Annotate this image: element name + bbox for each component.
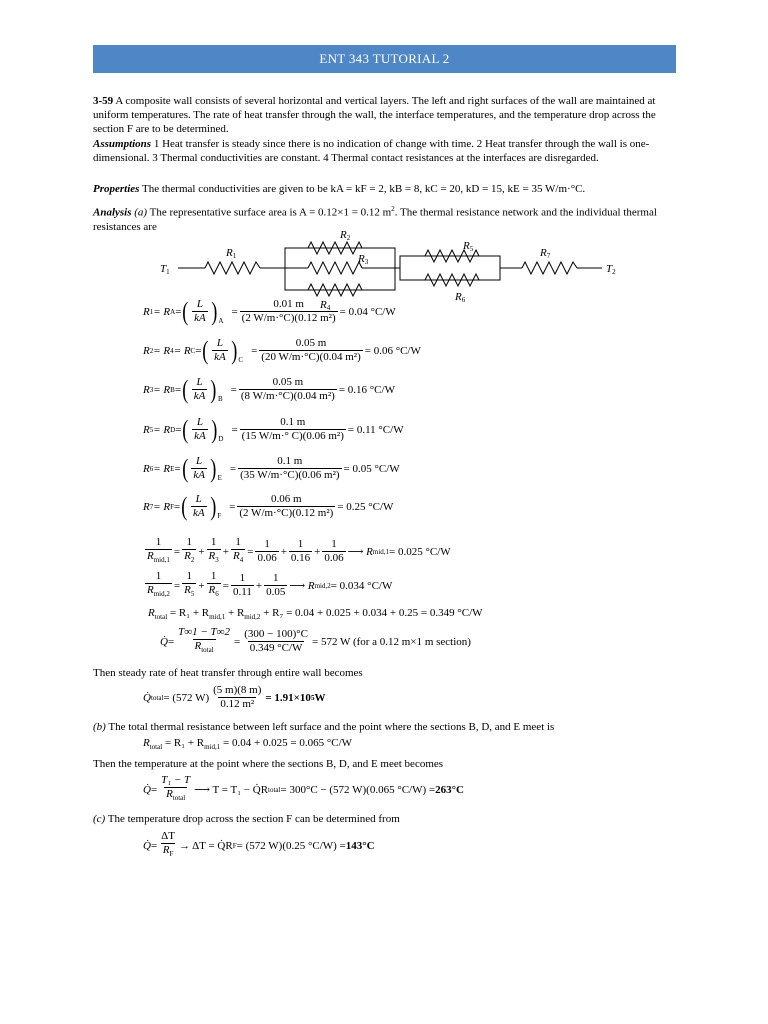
analysis-part: (a) (134, 206, 148, 219)
label-r7: R7 (540, 247, 551, 260)
equation-r3: R 3 = R B = ( $\frac{L}{kA}$ ) $_B$ = $\frac{0.05 m}{\text{(8 W/m·°C)(0.04 m²)}}$ = 0.16 °C/W (143, 374, 395, 404)
equation-rmid1: $\frac{1}{R_{mid,1}}$ = $\frac{1}{R_2}$ + $\frac{1}{R_3}$ + $\frac{1}{R_4}$ = $\frac{1}{0.06}$ + $\frac{1}{0.16}$ + $\frac{1}{0.06}$ ⟶ R mid,1 = 0.025 °C/W (143, 536, 451, 567)
header-title: ENT 343 TUTORIAL 2 (319, 51, 450, 66)
label-r1: R1 (226, 247, 237, 260)
assumptions-label: Assumptions (93, 138, 152, 150)
properties-label: Properties (93, 183, 140, 195)
equation-r2: R 2 = R 4 = R C = ( $\frac{L}{kA}$ ) $_C$ = $\frac{0.05 m}{\text{(20 W/m·°C)(0.04 m²)}}$ = 0.06 °C/W (143, 335, 421, 365)
equation-rtotal-b: $R_{total} = R_1 + R_{mid,1} = 0.04 + 0.025 = 0.065$ °C/W (143, 737, 353, 752)
resistor-r7 (522, 262, 577, 274)
label-r2: R2 (340, 229, 351, 242)
resistor-r1 (205, 262, 260, 274)
assumptions-paragraph (93, 137, 683, 165)
label-r4: R4 (320, 299, 331, 311)
equation-temperature: Q̇ = $\frac{\text{T₁ − T}}{R_{total}}$ ⟶ T = T₁ − Q̇R total = 300°C − (572 W)(0.065 °C/W) = 263°C (143, 774, 464, 805)
analysis-text1: The representative surface area is A = 0.12×1 = 0.12 m (147, 206, 392, 219)
equation-rtotal: $R_{total} = R_1 + R_{mid,1} + R_{mid,2} + R_7 = 0.04 + 0.025 + 0.034 + 0.25 = 0.349$ °C/W (148, 607, 483, 622)
equation-r7: R 7 = R F = ( $\frac{L}{kA}$ ) $_F$ = $\frac{0.06 m}{\text{(2 W/m·°C)(0.12 m²)}}$ = 0.25 °C/W (143, 491, 394, 521)
properties-paragraph (93, 182, 683, 196)
part-b-text: (b) The total thermal resistance between left surface and the point where the sections B, D, and E meet is (93, 721, 555, 733)
equation-qtotal: Q̇ total = (572 W) $\frac{(5 m)(8 m)}{\text{0.12 m²}}$ = 1.91×10 5 W (143, 684, 326, 710)
label-r6: R6 (455, 291, 466, 304)
analysis-sup: 2 (391, 205, 395, 213)
part-c-text: (c) The temperature drop across the section F can be determined from (93, 813, 400, 825)
equation-rmid2: $\frac{1}{R_{mid,2}}$ = $\frac{1}{R_5}$ + $\frac{1}{R_6}$ = $\frac{1}{0.11}$ + $\frac{1}{0.05}$ ⟶ R mid,2 = 0.034 °C/W (143, 570, 392, 601)
equation-r1: R 1 = R A = ( $\frac{L}{kA}$ ) $_A$ = $\frac{0.01 m}{\text{(2 W/m·°C)(0.12 m²)}}$ = 0.04 °C/W (143, 296, 396, 326)
problem-statement (93, 94, 683, 136)
label-t2: T2 (606, 263, 616, 276)
label-t1: T1 (160, 263, 170, 276)
label-r3: R3 (358, 253, 369, 266)
analysis-text2: . The thermal resistance network and the individual thermal resistances are (93, 206, 657, 233)
equation-r5: R 5 = R D = ( $\frac{L}{kA}$ ) $_D$ = $\frac{0.1 m}{\text{(15 W/m·° C)(0.06 m²)}}$ = 0.11 °C/W (143, 414, 404, 444)
analysis-label: Analysis (93, 206, 132, 219)
page-header (93, 45, 676, 73)
label-r5: R5 (463, 240, 474, 253)
temperature-text: Then the temperature at the point where the sections B, D, and E meet becomes (93, 758, 444, 770)
steady-rate-text: Then steady rate of heat transfer through entire wall becomes (93, 667, 363, 679)
assumptions-text: 1 Heat transfer is steady since there is no indication of change with time. 2 Heat transfer through the wall is one-dimensional. 3 Thermal conductivities are constant. 4 Thermal contact resistances at the interfaces are disregarded. (93, 138, 650, 164)
equation-temperature-drop: Q̇ = $\frac{\Delta T}{R_F}$ → ΔT = Q̇R F = (572 W)(0.25 °C/W) = 143°C (143, 830, 375, 861)
properties-text: The thermal conductivities are given to be kA = kF = 2, kB = 8, kC = 20, kD = 15, kE = 35 W/m·°C. (139, 183, 586, 195)
problem-text: A composite wall consists of several horizontal and vertical layers. The left and right surfaces of the wall are maintained at uniform temperatures. The rate of heat transfer through the wall, the interface temperatures, and the temperature drop across the section F are to be determined. (93, 95, 656, 135)
resistor-r3 (308, 262, 362, 274)
equation-r6: R 6 = R E = ( $\frac{L}{kA}$ ) $_E$ = $\frac{0.1 m}{\text{(35 W/m·°C)(0.06 m²)}}$ = 0.05 °C/W (143, 453, 400, 483)
equation-qdot: Q̇ = $\frac{T\infty 1 - T\infty 2}{R_{total}}$ = $\frac{(300 - 100)^\circ C}{0.349 ^\circ C/W}$ = 572 W (for a 0.12 m×1 m section) (160, 626, 471, 657)
problem-number: 3-59 (93, 95, 114, 107)
